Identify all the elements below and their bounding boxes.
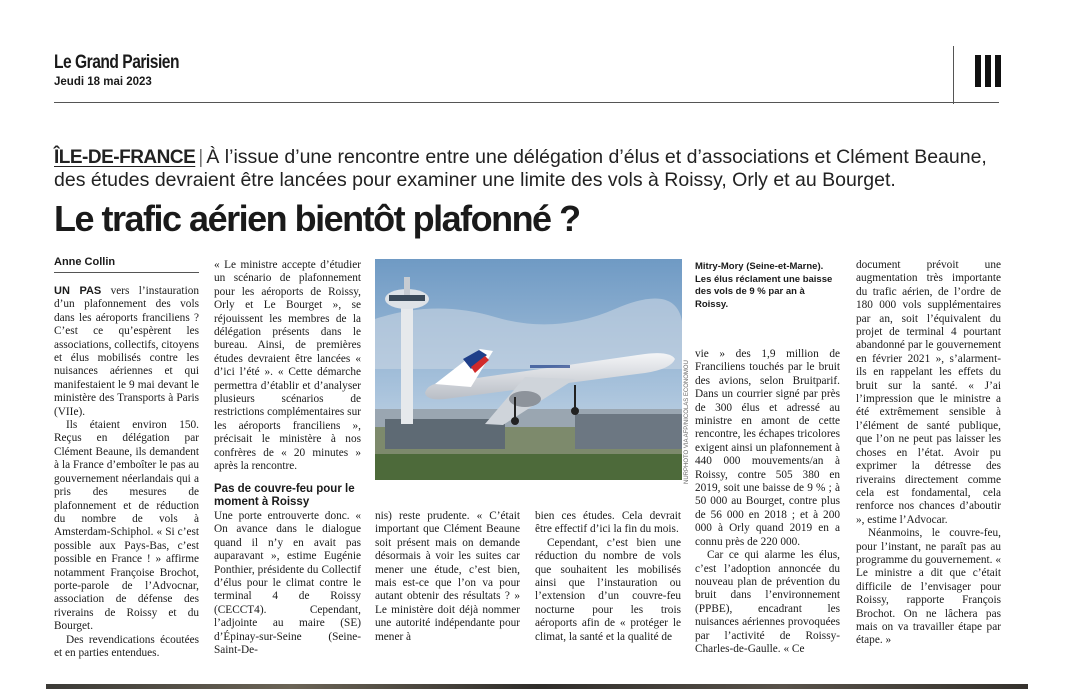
column-2-continued [214,510,361,657]
paragraph-text: vers l’instauration d’un plafonnement des vols dans les aéroports franciliens ? C’est ce qu’espèrent les associations, collectifs, citoyens et élus mobilisés contre les nuisances aériennes et qui manifestaient le 9 mai devant le ministère des Transports à Paris (VIIe). [54,285,200,418]
paragraph: Ils étaient environ 150. Reçus en délégation par Clément Beaune, ils demandent à la France d’emboîter le pas au gouvernement néerlandais qui a pris des mesures de plafonnement et de réduction du nombre de vols à Amsterdam-Schiphol. « Si c’est possible aux Pays-Bas, c’est possible en France ! » affirme notamment Françoise Brochot, porte-parole de l’Advocnar, association de défense des riverains de Roissy et du Bourget. [54,419,199,633]
menu-bars-icon[interactable] [975,55,1001,87]
paragraph: document prévoit une augmentation très importante du trafic aérien, de l’ordre de 180 000 vols supplémentaires par an, soit l’équivalent du projet de terminal 4 pourtant abandonné par le gouvernement en février 2021 », s’alarment-ils en rappelant les effets du bruit sur la santé. « J’ai l’impression que le ministre a été extrêmement sensible à l’élément de santé publique, que l’on ne peut pas laisser les choses en l’état. Avoir pu exprimer la détresse des riverains directement comme cela est fondamental, cela renforce nos chances d’aboutir », estime l’Advocar. [856,259,1001,526]
paragraph: bien ces études. Cela devrait être effectif d’ici la fin du mois. [535,510,681,536]
masthead-logo[interactable]: Le Grand Parisien [54,52,179,73]
photo-caption: Mitry-Mory (Seine-et-Marne). Les élus réclament une baisse des vols de 9 % par an à Roissy. [695,261,833,310]
photo-credit: NURPHOTO VIA AFP/NICOLAS ECONOMOU [684,360,690,484]
column-1 [54,285,199,660]
column-2 [214,259,361,474]
paragraph: vie » des 1,9 million de Franciliens touchés par le bruit des avions, selon Bruitparif. Dans un courrier signé par près de 300 élus et adressé au ministre en amont de cette rencontre, les échapes tricolores exigent ainsi un plafonnement à 440 000 mouvements/an à Roissy, contre 505 380 en 2019, soit une baisse de 9 % ; à 50 000 au Bourget, contre plus de 56 000 en 2018 ; et à 200 000 à Orly quand 2019 en a connu près de 220 000. [695,348,840,548]
byline: Anne Collin [54,256,199,273]
kicker-text: À l’issue d’une rencontre entre une délégation d’élus et d’associations et Clément Beaune, des études devraient être lancées pour examiner une limite des vols à Roissy, Orly et au Bourget. [54,146,987,191]
bottom-image-strip [46,684,1028,689]
column-6 [856,259,1001,648]
lead-in: UN PAS [54,285,102,297]
kicker-separator: | [198,146,204,168]
paragraph [54,285,199,419]
airplane-photo-illustration [375,259,682,480]
top-rule [54,102,999,103]
masthead-date: Jeudi 18 mai 2023 [54,76,152,88]
paragraph: « Le ministre accepte d’étudier un scénario de plafonnement pour les aéroports de Roissy, Orly et Le Bourget », se réjouissent les membres de la délégation présents dans le bureau. Ainsi, de premières études devraient être lancées « d’ici l’été ». « Cette démarche permettra d’établir et d’analyser plusieurs scénarios de restrictions complémentaires sur les aéroports franciliens », précisait le ministère à nos confrères de « 20 minutes » après la rencontre. [214,259,361,473]
column-5 [695,348,840,656]
paragraph: Cependant, c’est bien une réduction du nombre de vols que souhaitent les mobilisés ainsi que l’instauration ou l’extension d’un couvre-feu nocturne pour les trois aéroports afin de « protéger le climat, la santé et la qualité de [535,536,681,643]
paragraph: Une porte entrouverte donc. « On avance dans le dialogue quand il n’y en avait pas auparavant », estime Eugénie Ponthier, présidente du Collectif d’élus pour le climat contre le terminal 4 de Roissy (CECCT4). Cependant, l’adjointe au maire (SE) d’Épinay-sur-Seine (Seine-Saint-De- [214,510,361,657]
paragraph: Des revendications écoutées et en parties entendues. [54,633,199,659]
kicker [54,146,1014,192]
article-photo[interactable] [375,259,682,480]
masthead-divider [953,46,954,104]
kicker-label: ÎLE-DE-FRANCE [54,147,196,168]
headline: Le trafic aérien bientôt plafonné ? [54,198,580,239]
paragraph: nis) reste prudente. « C’était important que Clément Beaune soit présent mais on demande désormais à voir les suites car mener une étude, c’est bien, mais est-ce que l’on va pour autant obtenir des résultats ? » Le ministère doit déjà nommer une autorité indépendante pour mener à [375,510,520,643]
subhead: Pas de couvre-feu pour le moment à Roissy [214,483,355,508]
paragraph: Car ce qui alarme les élus, c’est l’adoption annoncée du nouveau plan de prévention du bruit dans l’environnement (PPBE), encadrant les nuisances aériennes provoquées par l’activité de Roissy-Charles-de-Gaulle. « Ce [695,549,840,655]
column-3 [375,510,520,644]
paragraph: Néanmoins, le couvre-feu, pour l’instant, ne paraît pas au programme du gouvernement. « Le ministre a dit que c’était difficile de l’envisager pour Roissy, rapporte François Brochot. On ne lâchera pas mais on va travailler étape par étape. » [856,527,1001,647]
column-4 [535,510,681,644]
